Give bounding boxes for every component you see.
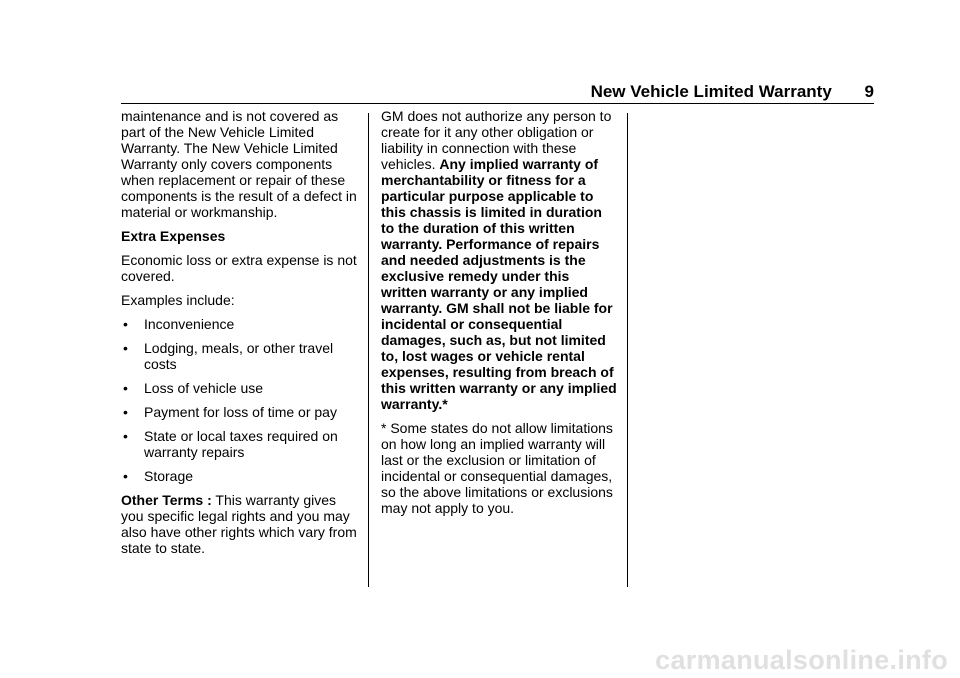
column-divider-left	[368, 113, 369, 587]
bullet-icon: •	[123, 468, 128, 484]
extra-expenses-text: Economic loss or extra expense is not covered.	[121, 252, 357, 284]
list-item	[121, 428, 357, 460]
header-rule	[121, 103, 874, 104]
gm-paragraph	[381, 108, 618, 412]
page-title: New Vehicle Limited Warranty	[590, 82, 832, 101]
list-item	[121, 468, 357, 484]
list-item-text: Payment for loss of time or pay	[144, 404, 337, 420]
list-item-text: Inconvenience	[144, 316, 235, 332]
list-item-text: Lodging, meals, or other travel costs	[144, 340, 334, 372]
list-item	[121, 316, 357, 332]
intro-paragraph: maintenance and is not covered as part of the New Vehicle Limited Warranty. The New Vehicle Limited Warranty only covers components when replacement or repair of these components is the result of a defect in material or workmanship.	[121, 108, 357, 220]
bullet-icon: •	[123, 380, 128, 396]
page-number: 9	[864, 82, 874, 101]
left-column	[121, 108, 357, 564]
bullet-icon: •	[123, 340, 128, 356]
examples-intro: Examples include:	[121, 292, 235, 308]
implied-warranty-text: Any implied warranty of merchantability or fitness for a particular purpose applicable to this chassis is limited in duration to the duration of this written warranty. Performance of repairs and needed adjustments is the exclusive remedy under this written warranty or any implied warranty. GM shall not be liable for incidental or consequential damages, such as, but not limited to, lost wages or vehicle rental expenses, resulting from breach of this written warranty or any implied warranty.*	[381, 156, 617, 412]
footnote: * Some states do not allow limitations on how long an implied warranty will last or the exclusion or limitation of incidental or consequential damages, so the above limitations or exclusions may not apply to you.	[381, 420, 613, 516]
other-terms-text: This warranty gives you specific legal rights and you may also have other rights which vary from state to state.	[121, 492, 357, 556]
other-terms-paragraph	[121, 492, 357, 556]
list-item-text: Storage	[144, 468, 194, 484]
list-item	[121, 340, 357, 372]
list-item-text: Loss of vehicle use	[144, 380, 264, 396]
examples-list	[121, 316, 357, 484]
page-header	[0, 82, 874, 102]
gm-text: GM does not authorize any person to create for it any other obligation or liability in connection with these vehicles.	[381, 108, 612, 172]
bullet-icon: •	[123, 316, 128, 332]
list-item	[121, 380, 357, 396]
other-terms-label: Other Terms :	[121, 492, 212, 508]
bullet-icon: •	[123, 404, 128, 420]
middle-column	[381, 108, 618, 524]
watermark: carmanualsonline.info	[655, 645, 948, 675]
column-divider-right	[627, 113, 628, 587]
list-item-text: State or local taxes required on warranty repairs	[144, 428, 338, 460]
extra-expenses-heading: Extra Expenses	[121, 228, 226, 244]
bullet-icon: •	[123, 428, 128, 444]
list-item	[121, 404, 357, 420]
